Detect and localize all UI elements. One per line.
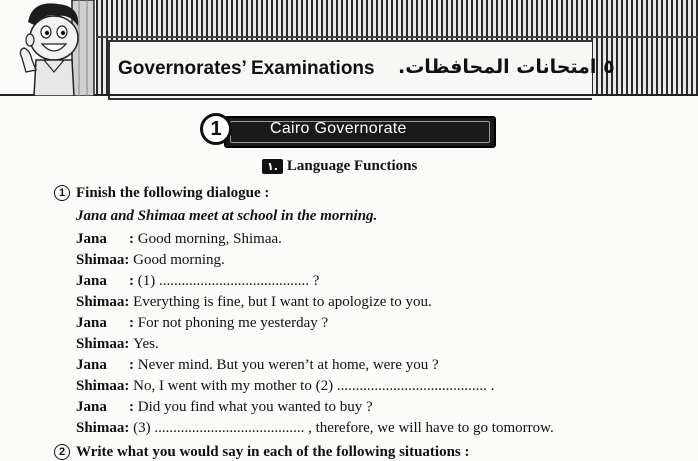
governorate-banner: [200, 113, 494, 149]
dialogue-text: Everything is fine, but I want to apologize to you.: [133, 294, 432, 310]
banner-title-en: Governorates’ Examinations: [118, 58, 375, 79]
dialogue-line: Jana : Good morning, Shimaa.: [76, 231, 282, 247]
speaker-name: Shimaa: [76, 378, 125, 394]
dialogue-line: Jana : For not phoning me yesterday ?: [76, 315, 329, 331]
speaker-name: Jana: [76, 315, 107, 331]
dialogue-line: Shimaa: Good morning.: [76, 252, 225, 268]
question-1-number: 1: [54, 185, 70, 201]
dialogue-line: Jana : (1) ........................................ ?: [76, 273, 320, 289]
question-2-heading: [54, 444, 470, 461]
dialogue-line: Jana : Did you find what you wanted to buy ?: [76, 399, 373, 415]
dialogue-text: (3) ........................................ , therefore, we will have to go tomorrow.: [133, 420, 554, 436]
dialogue-text: For not phoning me yesterday ?: [137, 315, 329, 331]
speaker-name: Shimaa: [76, 336, 125, 352]
dialogue-text: Good morning, Shimaa.: [137, 231, 282, 247]
question-2-title: Write what you would say in each of the following situations :: [76, 444, 470, 460]
dialogue-text: Good morning.: [133, 252, 225, 268]
question-1-heading: [54, 185, 269, 202]
speaker-name: Jana: [76, 231, 107, 247]
dialogue-line: Shimaa: Yes.: [76, 336, 159, 352]
dialogue-line: Shimaa: (3) ........................................ , therefore, we will have to go tomorrow.: [76, 420, 554, 436]
section-heading: [262, 157, 417, 177]
speaker-name: Shimaa: [76, 420, 125, 436]
speaker-name: Jana: [76, 357, 107, 373]
dialogue-line: Shimaa: No, I went with my mother to (2) ........................................ .: [76, 378, 495, 394]
dialogue-text: No, I went with my mother to (2) ........................................ .: [133, 378, 495, 394]
section-title: Language Functions: [286, 157, 418, 174]
question-1-title: Finish the following dialogue :: [76, 185, 270, 201]
dialogue-text: Did you find what you wanted to buy ?: [137, 399, 373, 415]
speaker-name: Shimaa: [76, 294, 125, 310]
question-2-number: 2: [54, 444, 70, 460]
banner-rule: [96, 36, 698, 38]
dialogue-line: Jana : Never mind. But you weren’t at home, were you ?: [76, 357, 439, 373]
dialogue-text: Yes.: [133, 336, 159, 352]
section-badge: ١.: [262, 159, 283, 174]
header-banner: [0, 0, 698, 96]
dialogue-text: (1) ........................................ ?: [137, 273, 320, 289]
speaker-name: Jana: [76, 399, 107, 415]
governorate-name: Cairo Governorate: [270, 120, 407, 137]
speaker-name: Shimaa: [76, 252, 125, 268]
governorate-number: 1: [200, 113, 232, 145]
pencil-mascot-icon: [14, 0, 114, 96]
banner-title-ar: .٥ امتحانات المحافظات: [398, 56, 615, 78]
speaker-name: Jana: [76, 273, 107, 289]
dialogue-intro: Jana and Shimaa meet at school in the morning.: [76, 208, 378, 224]
dialogue-text: Never mind. But you weren’t at home, were you ?: [137, 357, 439, 373]
dialogue-line: Shimaa: Everything is fine, but I want to apologize to you.: [76, 294, 432, 310]
